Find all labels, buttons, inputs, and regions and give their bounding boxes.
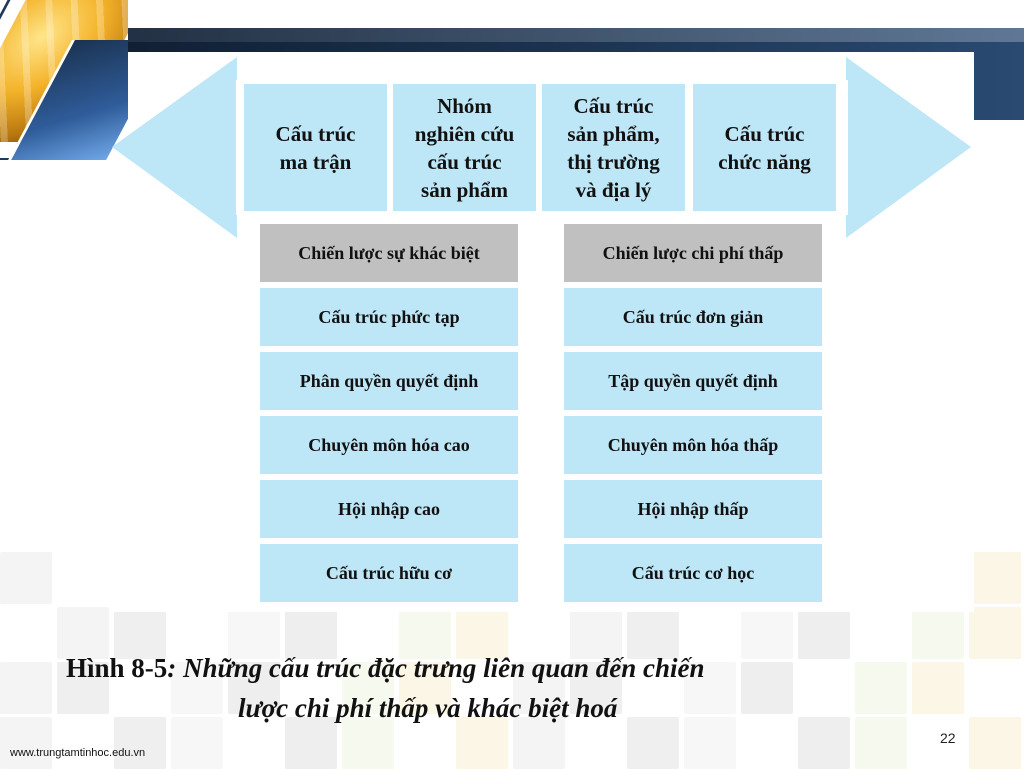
structure-label: Cấu trúc chức năng — [718, 121, 811, 174]
left-arrowhead — [112, 57, 237, 238]
right-item-integration-low: Hội nhập thấp — [564, 480, 822, 538]
left-item-decentralized: Phân quyền quyết định — [260, 352, 518, 410]
low-cost-strategy-header: Chiến lược chi phí thấp — [564, 224, 822, 282]
structure-label: Cấu trúc ma trận — [275, 121, 356, 174]
right-item-mechanistic: Cấu trúc cơ học — [564, 544, 822, 602]
figure-caption — [66, 648, 926, 728]
structure-product-team — [393, 84, 536, 211]
structure-functional — [693, 84, 836, 211]
right-item-centralized: Tập quyền quyết định — [564, 352, 822, 410]
left-item-complex: Cấu trúc phức tạp — [260, 288, 518, 346]
structure-product-market-geo — [542, 84, 685, 211]
caption-figure-number: Hình 8-5 — [66, 653, 168, 683]
caption-text-line1: : Những cấu trúc đặc trưng liên quan đến chiến — [167, 653, 705, 683]
right-item-specialization-low: Chuyên môn hóa thấp — [564, 416, 822, 474]
left-item-specialization-high: Chuyên môn hóa cao — [260, 416, 518, 474]
structure-label: Nhóm nghiên cứu cấu trúc sản phẩm — [414, 93, 515, 202]
structure-matrix — [244, 84, 387, 211]
differentiation-strategy-header: Chiến lược sự khác biệt — [260, 224, 518, 282]
left-item-organic: Cấu trúc hữu cơ — [260, 544, 518, 602]
structure-label: Cấu trúc sản phẩm, thị trường và địa lý — [567, 93, 660, 202]
caption-text-line2: lược chi phí thấp và khác biệt hoá — [238, 693, 618, 723]
website-link[interactable]: www.trungtamtinhoc.edu.vn — [10, 747, 146, 759]
right-item-simple: Cấu trúc đơn giản — [564, 288, 822, 346]
page-number: 22 — [940, 730, 956, 746]
right-arrowhead — [846, 57, 971, 238]
left-item-integration-high: Hội nhập cao — [260, 480, 518, 538]
